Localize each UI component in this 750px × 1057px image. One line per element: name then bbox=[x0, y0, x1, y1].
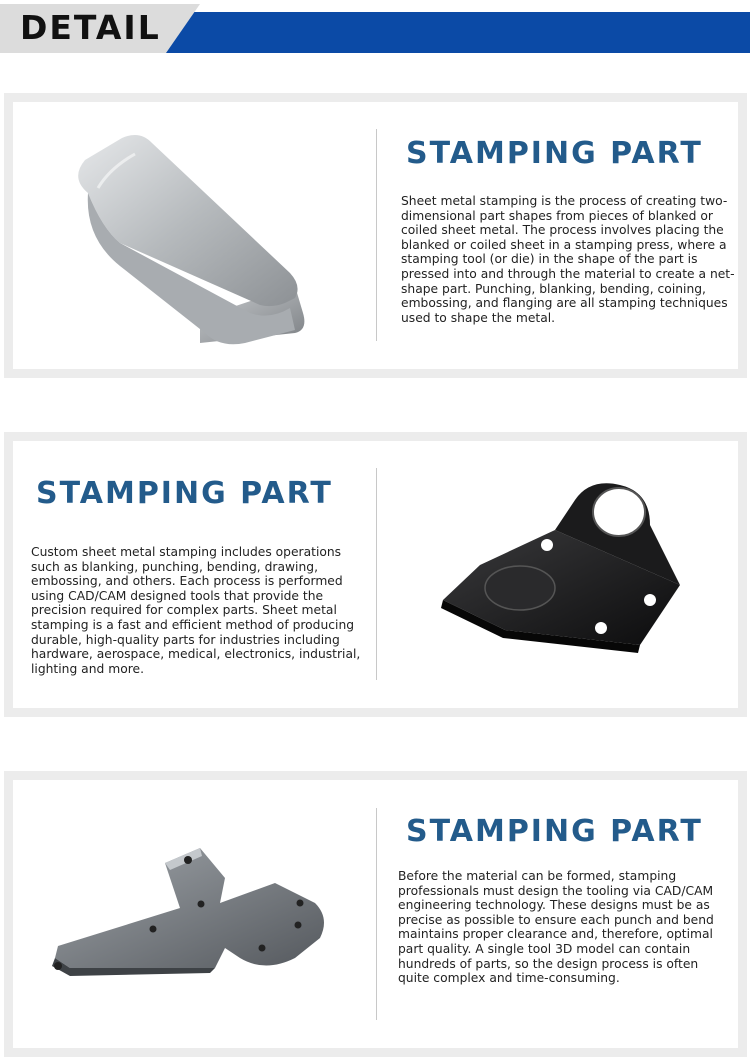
detail-banner bbox=[0, 0, 750, 56]
section-1-text: Sheet metal stamping is the process of creating two-dimensional part shapes from pieces of blanked or coiled sheet metal. The process involves placing the blanked or coiled sheet in a stamping press, where a stamping tool (or die) in the shape of the part is pressed into and through the material to create a net-shape part. Punching, blanking, bending, coining, embossing, and flanging are all stamping techniques used to shape the metal. bbox=[401, 194, 735, 325]
section-1-heading: STAMPING PART bbox=[406, 136, 703, 171]
section-3-divider bbox=[376, 808, 377, 1020]
section-3-text: Before the material can be formed, stamping professionals must design the tooling via CAD/CAM engineering technology. These designs must be as precise as possible to ensure each punch and bend maintains proper clearance and, therefore, optimal part quality. A single tool 3D model can contain hundreds of parts, so the design process is often quite complex and time-consuming. bbox=[398, 869, 714, 986]
section-2-heading: STAMPING PART bbox=[36, 476, 333, 511]
section-1-divider bbox=[376, 129, 377, 341]
black-bracket-image bbox=[425, 470, 695, 670]
banner-title: DETAIL bbox=[20, 8, 161, 47]
section-3-heading: STAMPING PART bbox=[406, 814, 703, 849]
money-clip-image bbox=[40, 108, 330, 363]
section-2-text: Custom sheet metal stamping includes operations such as blanking, punching, bending, drawing, embossing, and others. Each process is performed using CAD/CAM designed tools that provide the precision required for complex parts. Sheet metal stamping is a fast and efficient method of producing durable, high-quality parts for industries including hardware, aerospace, medical, electronics, industrial, lighting and more. bbox=[31, 545, 361, 676]
steel-bracket-image bbox=[40, 808, 340, 1023]
section-2-divider bbox=[376, 468, 377, 680]
